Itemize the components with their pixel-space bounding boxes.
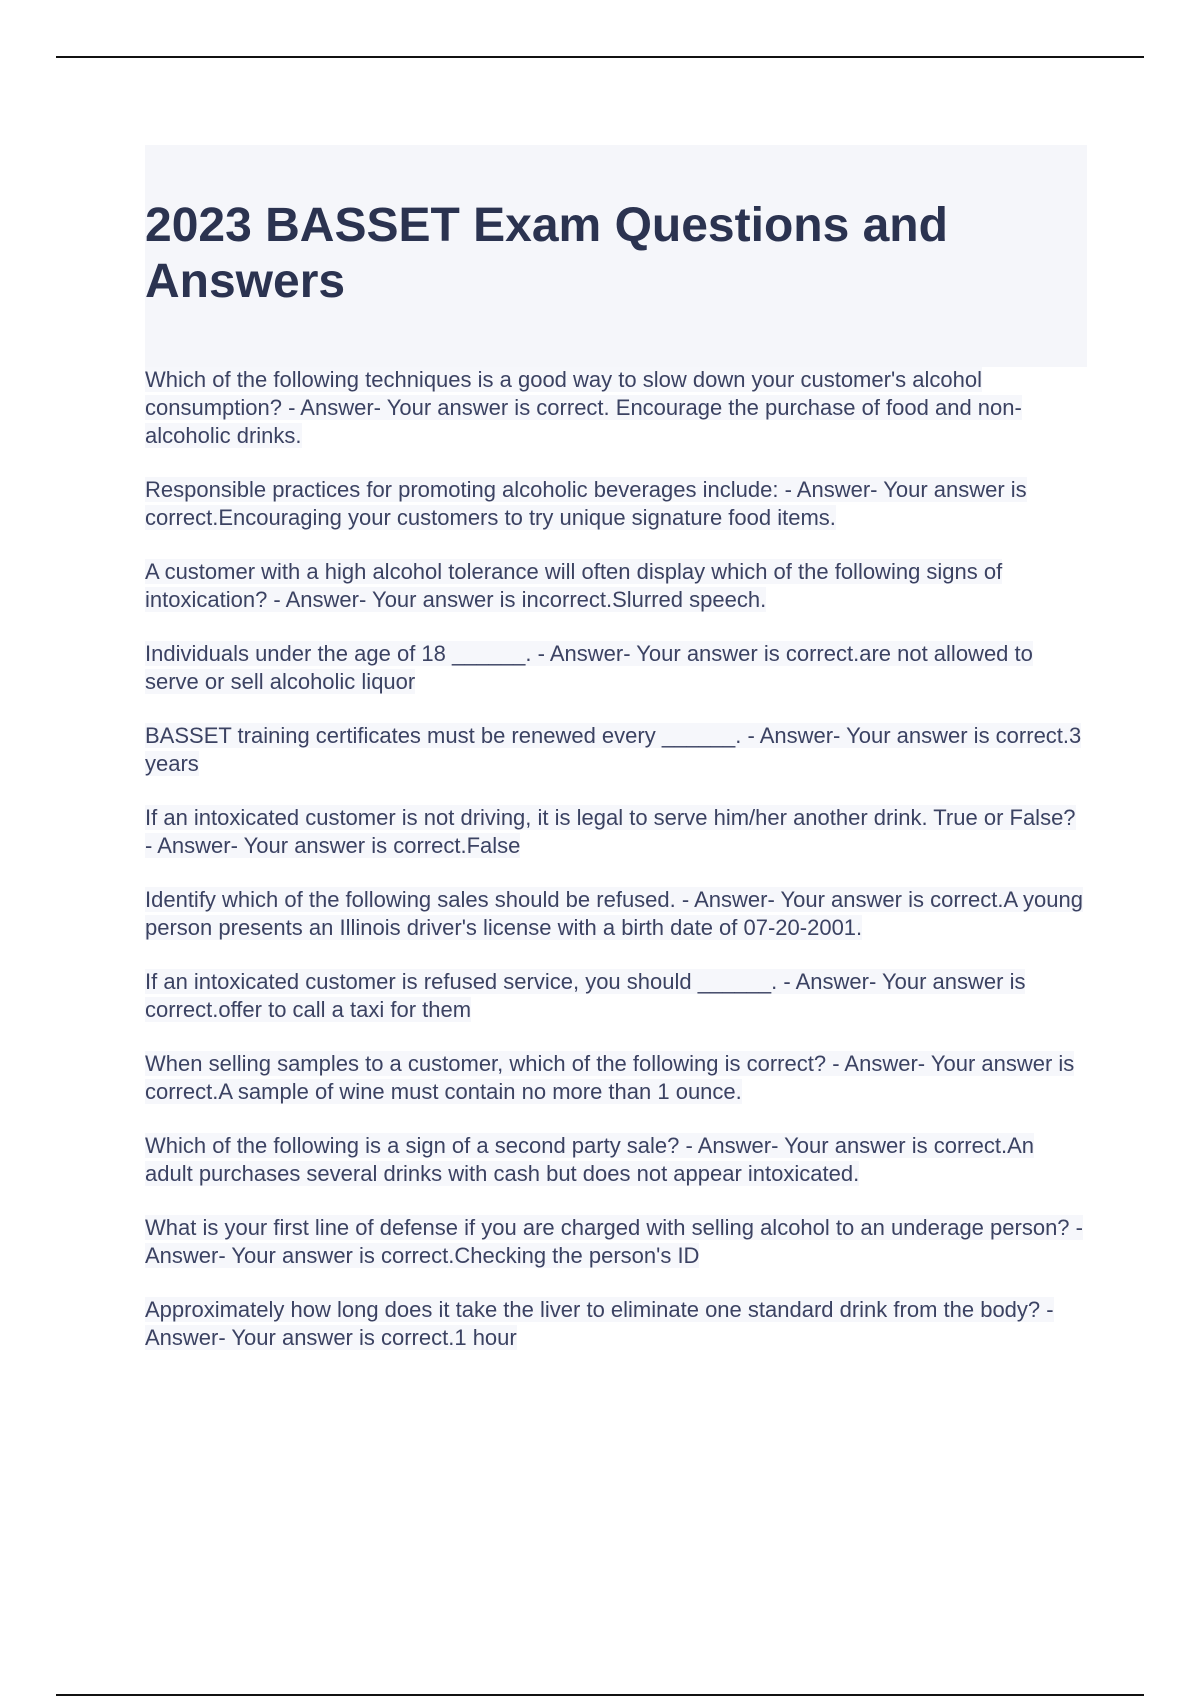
qa-text: If an intoxicated customer is not driving, it is legal to serve him/her another drink. True or False? - Answer- Your answer is correct.False xyxy=(145,805,1076,858)
page-title: 2023 BASSET Exam Questions and Answers xyxy=(145,199,948,308)
header-rule xyxy=(56,56,1144,58)
qa-text: Identify which of the following sales should be refused. - Answer- Your answer is correct.A young person presents an Illinois driver's license with a birth date of 07-20-2001. xyxy=(145,887,1083,940)
qa-item xyxy=(145,640,1085,696)
qa-item xyxy=(145,366,1085,450)
qa-text: Responsible practices for promoting alcoholic beverages include: - Answer- Your answer is correct.Encouraging your customers to try unique signature food items. xyxy=(145,477,1027,530)
qa-item xyxy=(145,476,1085,532)
qa-text: Which of the following techniques is a good way to slow down your customer's alcohol consumption? - Answer- Your answer is correct. Encourage the purchase of food and non-alcoholic drinks. xyxy=(145,367,1022,448)
qa-item xyxy=(145,722,1085,778)
qa-item xyxy=(145,1132,1085,1188)
qa-item xyxy=(145,1050,1085,1106)
qa-text: When selling samples to a customer, which of the following is correct? - Answer- Your answer is correct.A sample of wine must contain no more than 1 ounce. xyxy=(145,1051,1075,1104)
qa-text: What is your first line of defense if you are charged with selling alcohol to an underage person? - Answer- Your answer is correct.Checking the person's ID xyxy=(145,1215,1083,1268)
qa-item xyxy=(145,804,1085,860)
qa-item xyxy=(145,558,1085,614)
qa-text: If an intoxicated customer is refused service, you should ______. - Answer- Your answer is correct.offer to call a taxi for them xyxy=(145,969,1026,1022)
qa-item xyxy=(145,1296,1085,1352)
qa-item xyxy=(145,886,1085,942)
qa-text: Individuals under the age of 18 ______. - Answer- Your answer is correct.are not allowed to serve or sell alcoholic liquor xyxy=(145,641,1033,694)
qa-text: BASSET training certificates must be renewed every ______. - Answer- Your answer is correct.3 years xyxy=(145,723,1082,776)
footer-rule xyxy=(56,1694,1144,1696)
qa-list xyxy=(145,366,1085,1378)
qa-item xyxy=(145,968,1085,1024)
qa-text: Which of the following is a sign of a second party sale? - Answer- Your answer is correct.An adult purchases several drinks with cash but does not appear intoxicated. xyxy=(145,1133,1034,1186)
qa-item xyxy=(145,1214,1085,1270)
qa-text: A customer with a high alcohol tolerance will often display which of the following signs of intoxication? - Answer- Your answer is incorrect.Slurred speech. xyxy=(145,559,1003,612)
qa-text: Approximately how long does it take the liver to eliminate one standard drink from the body? - Answer- Your answer is correct.1 hour xyxy=(145,1297,1054,1350)
